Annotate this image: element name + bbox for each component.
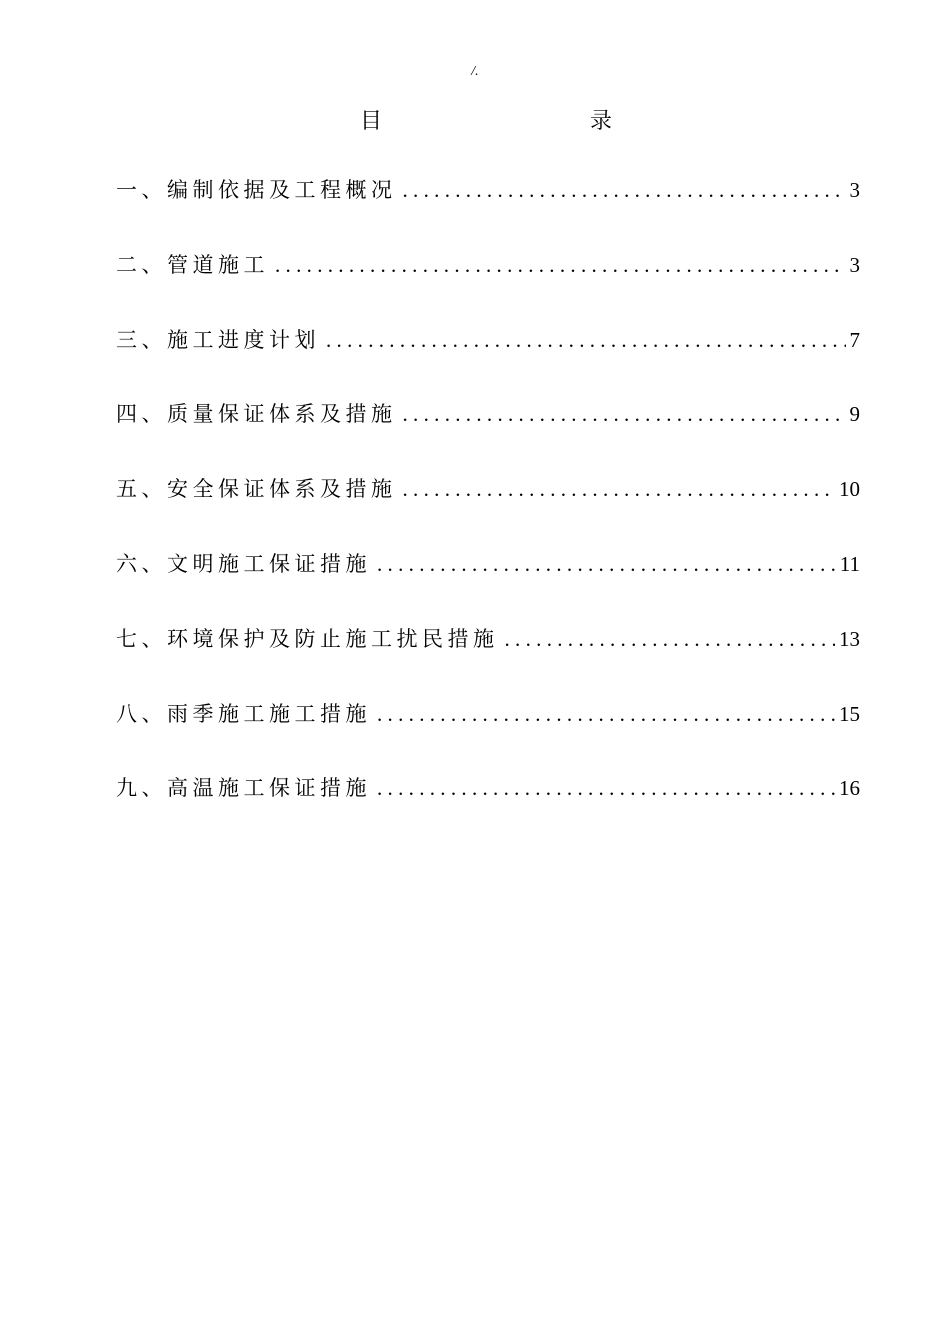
toc-entry-page: 3 [849,252,860,277]
toc-entry-page: 15 [839,701,860,726]
toc-entry-7[interactable] [116,623,860,667]
toc-entry-page: 11 [839,551,860,576]
toc-entry-label: 二、管道施工 [116,252,269,277]
toc-entry-label: 一、编制依据及工程概况 [116,178,397,202]
toc-entry-4[interactable] [116,398,860,442]
toc-title-right: 录 [590,109,613,134]
toc-list [116,174,860,847]
toc-leader-dots [403,178,846,203]
toc-entry-1[interactable] [116,174,860,218]
toc-entry-page: 10 [839,477,860,502]
toc-leader-dots [403,477,836,502]
toc-leader-dots [377,552,836,577]
toc-leader-dots [377,702,835,727]
toc-entry-label: 八、雨季施工施工措施 [116,701,371,726]
toc-entry-page: 9 [849,402,860,427]
toc-entry-label: 九、高温施工保证措施 [116,776,371,801]
toc-leader-dots [377,776,835,801]
toc-entry-label: 六、文明施工保证措施 [116,551,371,576]
toc-entry-label: 四、质量保证体系及措施 [116,402,397,427]
toc-entry-page: 13 [839,626,860,651]
toc-title-left: 目 [360,109,383,134]
toc-entry-label: 三、施工进度计划 [116,327,320,352]
toc-entry-3[interactable] [116,324,860,368]
header-mark: /. [471,64,479,79]
toc-entry-page: 3 [849,178,860,202]
toc-entry-6[interactable] [116,548,860,592]
toc-leader-dots [275,253,846,278]
toc-leader-dots [403,402,846,427]
toc-entry-2[interactable] [116,249,860,293]
toc-entry-8[interactable] [116,698,860,742]
toc-entry-9[interactable] [116,772,860,816]
toc-entry-5[interactable] [116,473,860,517]
toc-entry-page: 16 [839,776,860,801]
toc-entry-label: 七、环境保护及防止施工扰民措施 [116,626,499,651]
toc-entry-label: 五、安全保证体系及措施 [116,477,397,502]
toc-entry-page: 7 [849,327,860,352]
toc-leader-dots [326,328,846,353]
toc-leader-dots [505,627,836,652]
toc-title [0,104,950,136]
